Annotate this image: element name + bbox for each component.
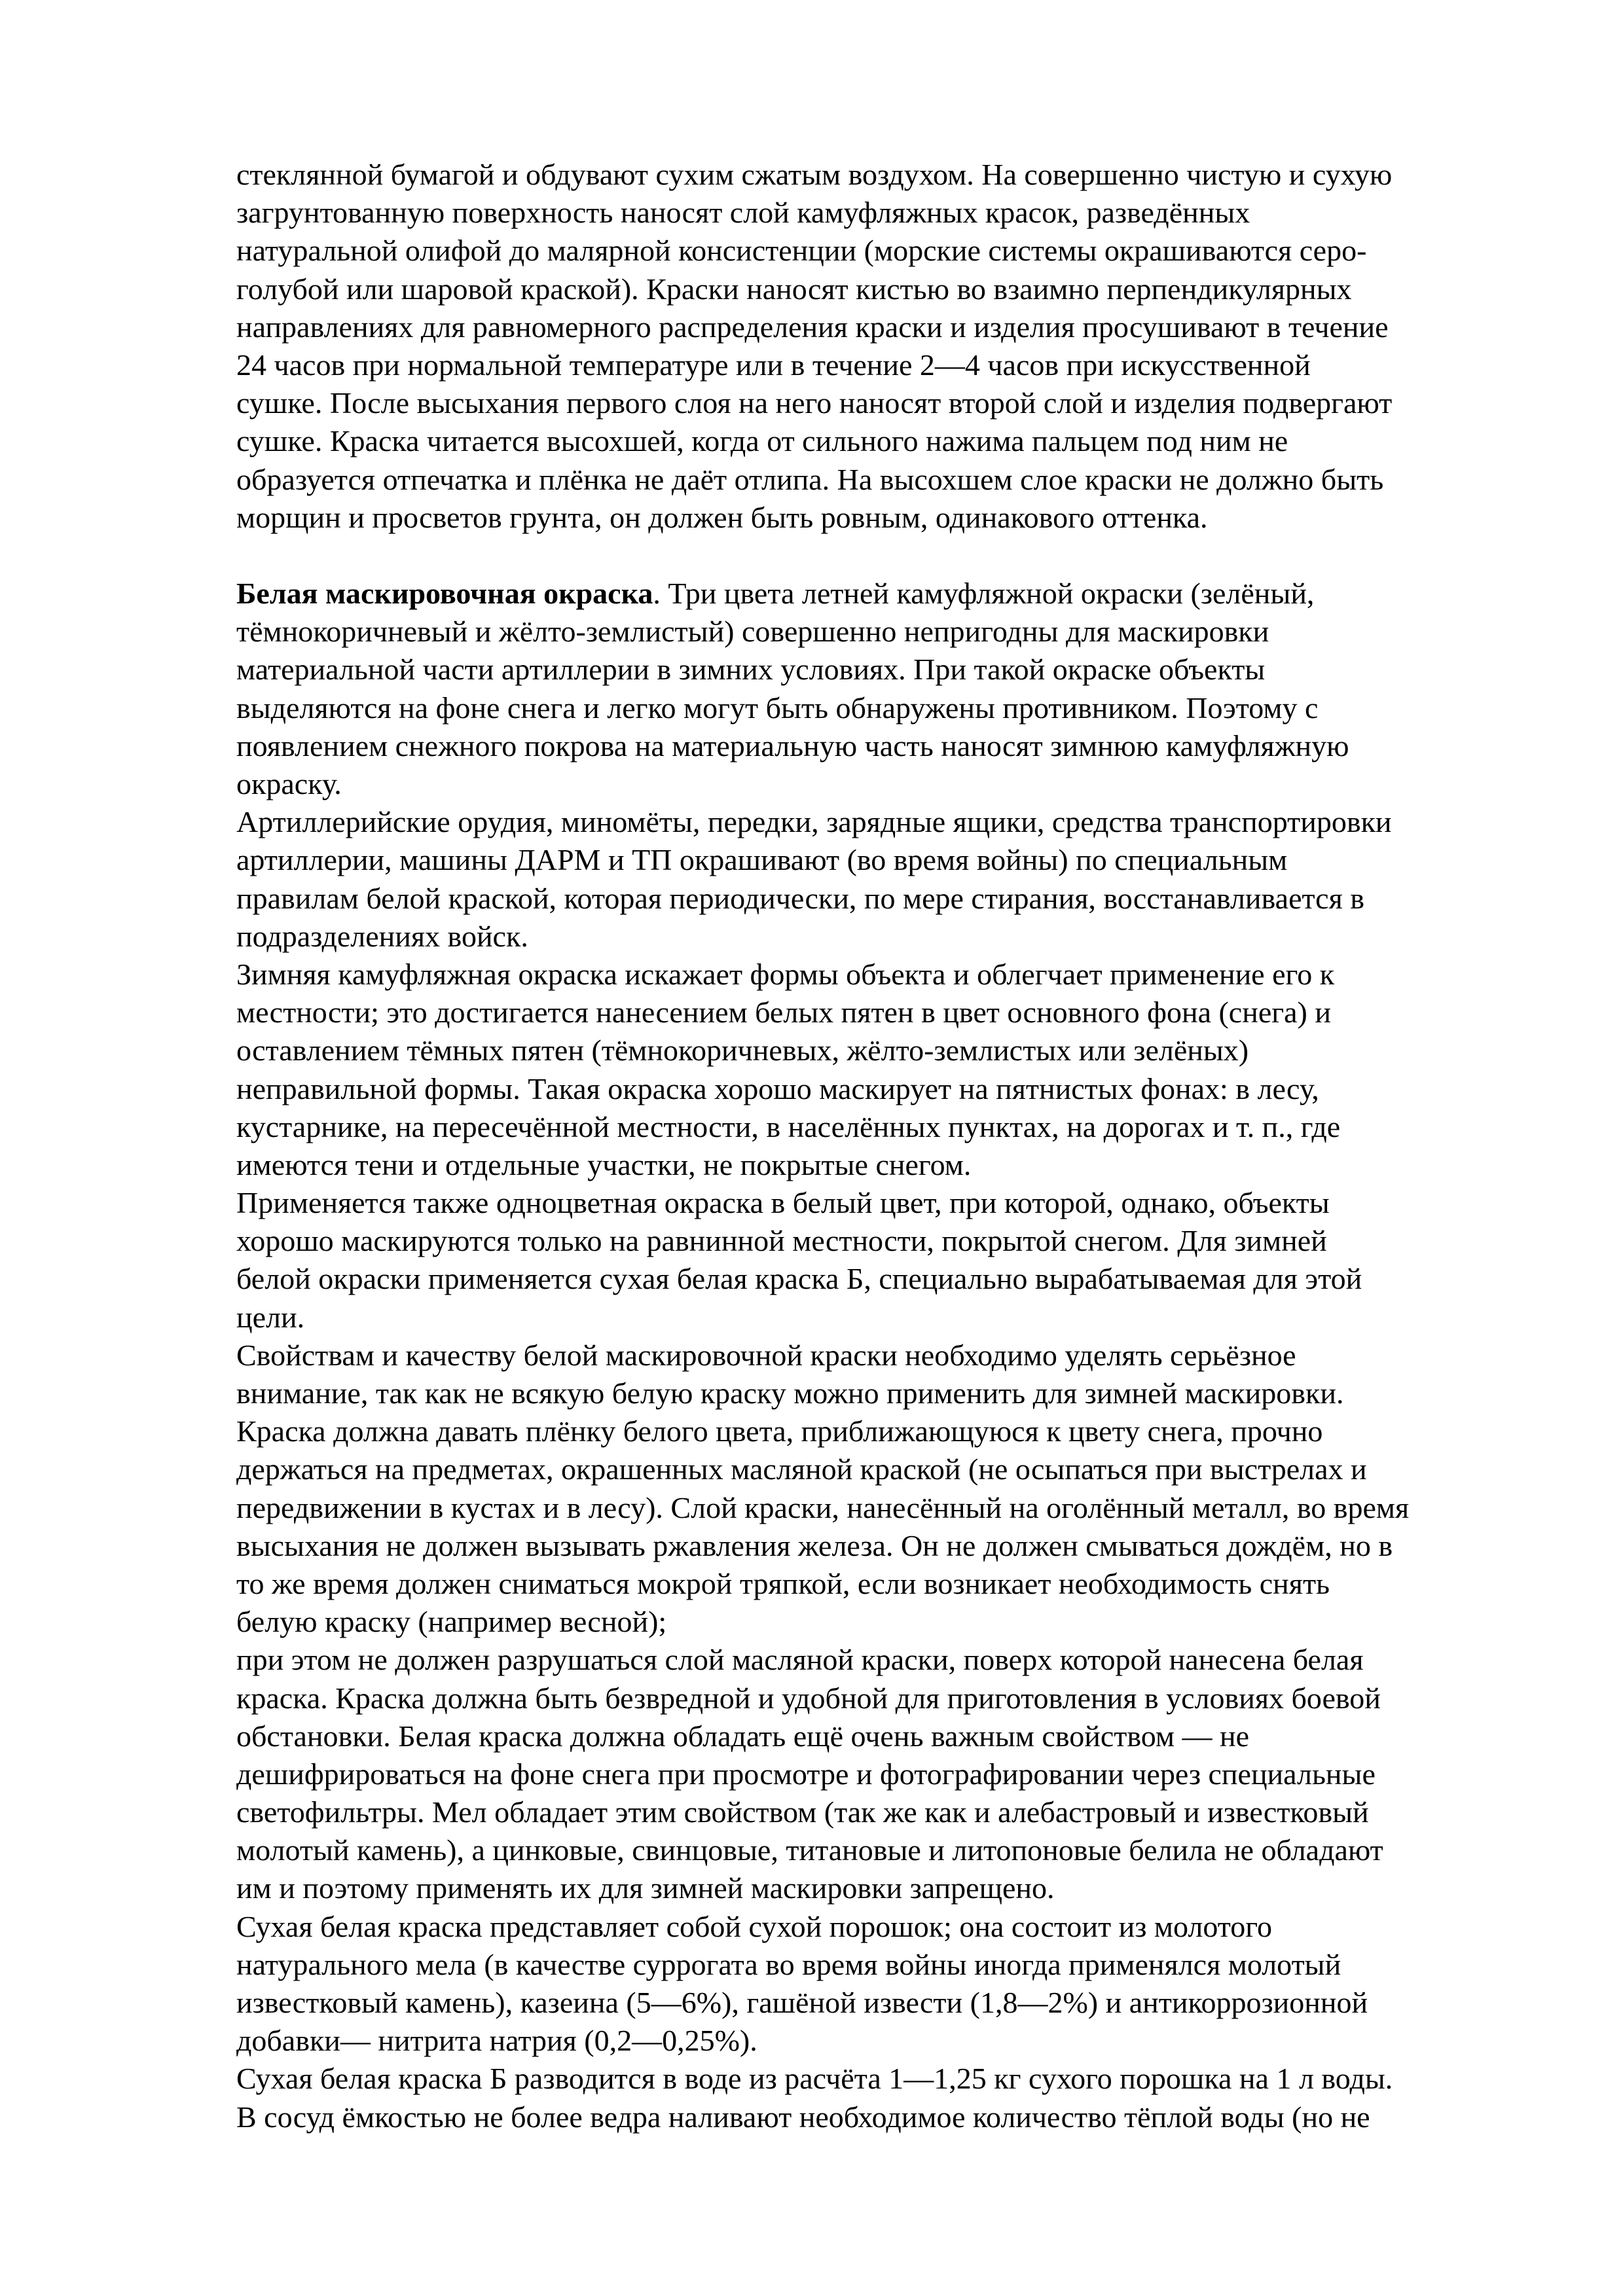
text-line: Краска должна давать плёнку белого цвета, приближающуюся к цвету снега, прочно: [236, 1414, 1323, 1448]
text-line: краска. Краска должна быть безвредной и удобной для приготовления в условиях боевой: [236, 1681, 1381, 1715]
text-line: кустарнике, на пересечённой местности, в населённых пунктах, на дорогах и т. п., где: [236, 1109, 1341, 1143]
text-line: правилам белой краской, которая периодически, по мере стирания, восстанавливается в: [236, 881, 1364, 915]
text-line: дешифрироваться на фоне снега при просмотре и фотографировании через специальные: [236, 1757, 1376, 1791]
text-line: неправильной формы. Такая окраска хорошо маскирует на пятнистых фонах: в лесу,: [236, 1071, 1319, 1105]
text-line: белой окраски применяется сухая белая краска Б, специально вырабатываемая для этой: [236, 1262, 1362, 1296]
document-page: [236, 156, 1520, 2136]
text-line: Сухая белая краска Б разводится в воде из расчёта 1—1,25 кг сухого порошка на 1 л воды.: [236, 2062, 1393, 2096]
text-line: светофильтры. Мел обладает этим свойством (так же как и алебастровый и известковый: [236, 1795, 1369, 1829]
text-line: [236, 575, 1520, 613]
text-line: известковый камень), казеина (5—6%), гашёной извести (1,8—2%) и антикоррозионной: [236, 1986, 1368, 2019]
text-line: имеются тени и отдельные участки, не покрытые снегом.: [236, 1147, 972, 1181]
text-line: сушке. После высыхания первого слоя на него наносят второй слой и изделия подвергают: [236, 386, 1393, 420]
paragraph: [236, 1336, 1520, 1641]
text-line: местности; это достигается нанесением белых пятен в цвет основного фона (снега) и: [236, 996, 1331, 1030]
text-line: держаться на предметах, окрашенных масляной краской (не осыпаться при выстрелах и: [236, 1452, 1367, 1486]
text-line: добавки— нитрита натрия (0,2—0,25%).: [236, 2024, 757, 2058]
text-line: Применяется также одноцветная окраска в белый цвет, при которой, однако, объекты: [236, 1186, 1330, 1220]
paragraph: [236, 803, 1520, 956]
text-line: В сосуд ёмкостью не более ведра наливают необходимое количество тёплой воды (но не: [236, 2100, 1370, 2134]
paragraph: [236, 956, 1520, 1184]
text-line: материальной части артиллерии в зимних условиях. При такой окраске объекты: [236, 653, 1266, 687]
paragraph: [236, 2060, 1520, 2136]
text-line: обстановки. Белая краска должна обладать ещё очень важным свойством — не: [236, 1719, 1250, 1753]
text-line: сушке. Краска читается высохшей, когда от сильного нажима пальцем под ним не: [236, 424, 1288, 458]
text-line: образуется отпечатка и плёнка не даёт отлипа. На высохшем слое краски не должно быть: [236, 462, 1384, 496]
paragraph: [236, 156, 1520, 537]
text-line: то же время должен сниматься мокрой тряпкой, если возникает необходимость снять: [236, 1566, 1330, 1600]
text-line: окраску.: [236, 767, 342, 800]
text-line: Зимняя камуфляжная окраска искажает формы объекта и облегчает применение его к: [236, 957, 1335, 991]
paragraph: [236, 1184, 1520, 1336]
text-line: подразделениях войск.: [236, 919, 528, 953]
text-line: молотый камень), а цинковые, свинцовые, титановые и литопоновые белила не обладают: [236, 1833, 1383, 1867]
text-line-rest: . Три цвета летней камуфляжной окраски (зелёный,: [653, 577, 1315, 611]
text-line: им и поэтому применять их для зимней маскировки запрещено.: [236, 1871, 1055, 1905]
paragraph: [236, 1641, 1520, 1907]
text-line: хорошо маскируются только на равнинной местности, покрытой снегом. Для зимней: [236, 1224, 1327, 1258]
section-heading: Белая маскировочная окраска: [236, 577, 653, 611]
text-line: натуральной олифой до малярной консистенции (морские системы окрашиваются серо-: [236, 234, 1367, 268]
text-line: Сухая белая краска представляет собой сухой порошок; она состоит из молотого: [236, 1909, 1272, 1943]
text-line: при этом не должен разрушаться слой масляной краски, поверх которой нанесена белая: [236, 1643, 1364, 1677]
text-line: артиллерии, машины ДАРМ и ТП окрашивают (во время войны) по специальным: [236, 843, 1288, 877]
text-line: цели.: [236, 1300, 305, 1334]
text-line: Свойствам и качеству белой маскировочной краски необходимо уделять серьёзное: [236, 1338, 1296, 1372]
text-line: натурального мела (в качестве суррогата во время войны иногда применялся молотый: [236, 1947, 1341, 1981]
text-line: тёмнокоричневый и жёлто-землистый) совершенно непригодны для маскировки: [236, 615, 1269, 649]
text-line: загрунтованную поверхность наносят слой камуфляжных красок, разведённых: [236, 196, 1250, 230]
text-line: оставлением тёмных пятен (тёмнокоричневых, жёлто-землистых или зелёных): [236, 1033, 1249, 1067]
text-line: появлением снежного покрова на материальную часть наносят зимнюю камуфляжную: [236, 728, 1349, 762]
text-line: направлениях для равномерного распределения краски и изделия просушивают в течение: [236, 310, 1389, 344]
paragraph: [236, 1908, 1520, 2060]
text-line: голубой или шаровой краской). Краски наносят кистью во взаимно перпендикулярных: [236, 272, 1352, 306]
text-line: Артиллерийские орудия, миномёты, передки, зарядные ящики, средства транспортировки: [236, 805, 1392, 839]
text-line: 24 часов при нормальной температуре или в течение 2—4 часов при искусственной: [236, 348, 1311, 382]
paragraph-spacer: [236, 537, 1520, 575]
text-line: белую краску (например весной);: [236, 1605, 667, 1639]
paragraph: [236, 575, 1520, 803]
text-line: внимание, так как не всякую белую краску можно применить для зимней маскировки.: [236, 1376, 1344, 1410]
text-line: передвижении в кустах и в лесу). Слой краски, нанесённый на оголённый металл, во время: [236, 1490, 1410, 1524]
text-line: выделяются на фоне снега и легко могут быть обнаружены противником. Поэтому с: [236, 691, 1319, 725]
text-line: морщин и просветов грунта, он должен быть ровным, одинакового оттенка.: [236, 500, 1208, 534]
text-line: высыхания не должен вызывать ржавления железа. Он не должен смываться дождём, но в: [236, 1528, 1393, 1562]
text-line: стеклянной бумагой и обдувают сухим сжатым воздухом. На совершенно чистую и сухую: [236, 158, 1393, 191]
